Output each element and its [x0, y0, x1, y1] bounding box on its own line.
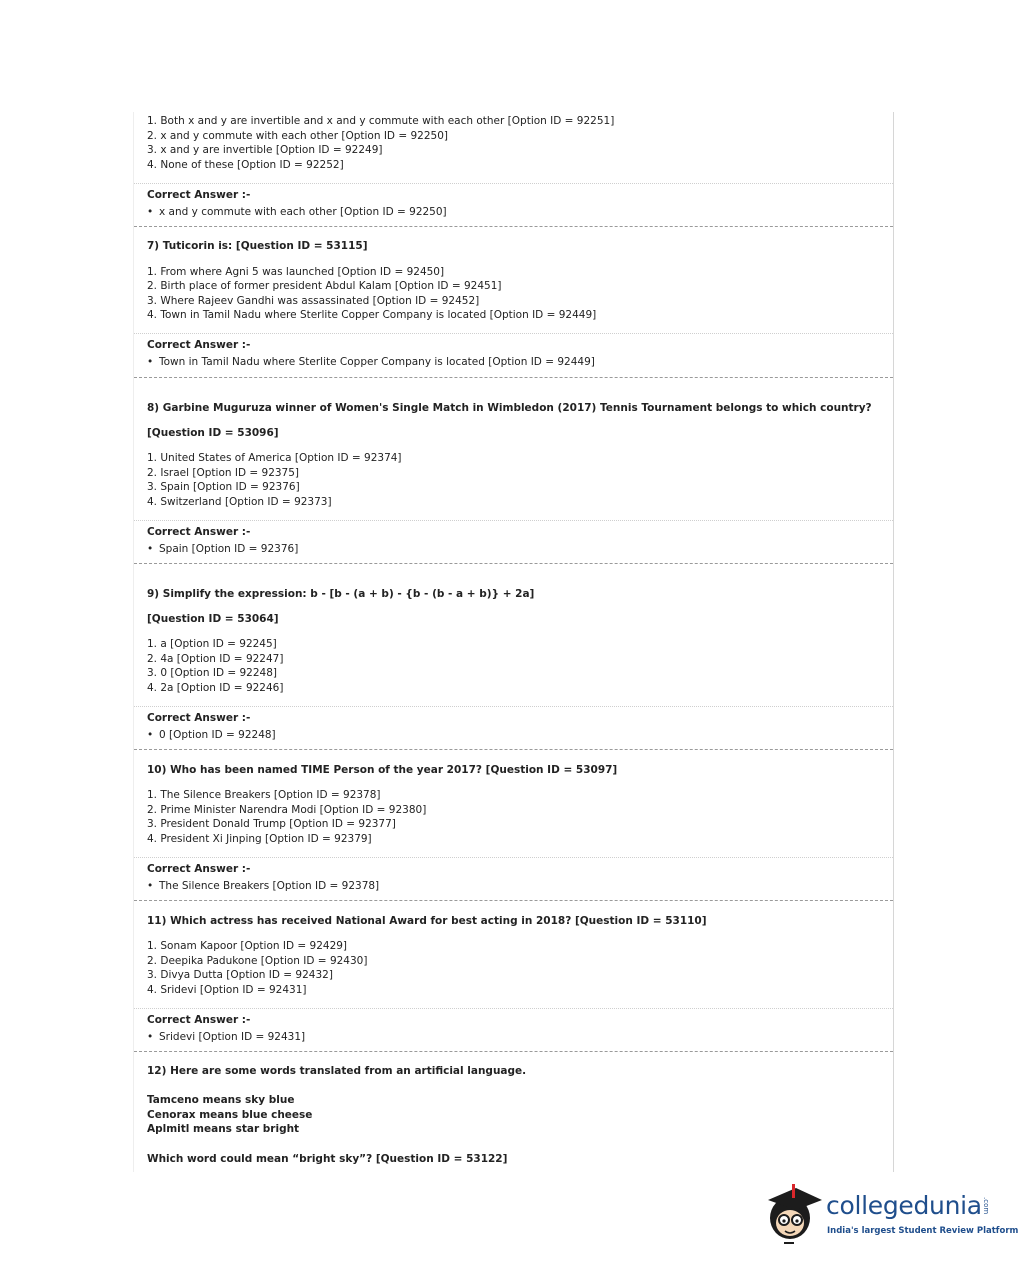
q11-answer-text: Sridevi [Option ID = 92431]: [159, 1031, 306, 1043]
q9-option-4: 4. 2a [Option ID = 92246]: [147, 682, 284, 694]
divider: [134, 183, 893, 184]
q10-answer-text: The Silence Breakers [Option ID = 92378]: [159, 880, 380, 892]
q10-option-3: 3. President Donald Trump [Option ID = 92377]: [147, 818, 396, 830]
q11-option-4: 4. Sridevi [Option ID = 92431]: [147, 984, 307, 996]
q10-option-1: 1. The Silence Breakers [Option ID = 92378]: [147, 789, 381, 801]
q9-option-2: 2. 4a [Option ID = 92247]: [147, 653, 284, 665]
q11-correct-answer: • Sridevi [Option ID = 92431]: [147, 1031, 306, 1043]
q8-answer-text: Spain [Option ID = 92376]: [159, 543, 299, 555]
q12-word-2: Cenorax means blue cheese: [147, 1109, 313, 1121]
question-paper: [133, 112, 894, 1172]
q12-question: Which word could mean “bright sky”? [Question ID = 53122]: [147, 1153, 508, 1165]
divider: [134, 333, 893, 334]
divider: [134, 520, 893, 521]
q7-answer-text: Town in Tamil Nadu where Sterlite Copper Company is located [Option ID = 92449]: [159, 356, 595, 368]
q8-title: 8) Garbine Muguruza winner of Women's Single Match in Wimbledon (2017) Tennis Tournament belongs to which country?: [147, 402, 872, 414]
q10-correct-answer: • The Silence Breakers [Option ID = 92378]: [147, 880, 380, 892]
q9-correct-label: Correct Answer :-: [147, 712, 251, 724]
q12-word-3: Aplmitl means star bright: [147, 1123, 300, 1135]
logo-domain: .com: [982, 1197, 990, 1215]
q9-option-3: 3. 0 [Option ID = 92248]: [147, 667, 278, 679]
divider: [134, 706, 893, 707]
q11-correct-label: Correct Answer :-: [147, 1014, 251, 1026]
question-separator: [134, 226, 893, 227]
q10-title: 10) Who has been named TIME Person of the year 2017? [Question ID = 53097]: [147, 764, 618, 776]
question-separator: [134, 749, 893, 750]
question-separator: [134, 1051, 893, 1052]
q12-title: 12) Here are some words translated from an artificial language.: [147, 1065, 527, 1077]
q9-option-1: 1. a [Option ID = 92245]: [147, 638, 277, 650]
q10-correct-label: Correct Answer :-: [147, 863, 251, 875]
q7-option-4: 4. Town in Tamil Nadu where Sterlite Copper Company is located [Option ID = 92449]: [147, 309, 597, 321]
q7-correct-label: Correct Answer :-: [147, 339, 251, 351]
q6-correct-label: Correct Answer :-: [147, 189, 251, 201]
q6-option-4: 4. None of these [Option ID = 92252]: [147, 159, 344, 171]
q12-word-1: Tamceno means sky blue: [147, 1094, 295, 1106]
question-separator: [134, 377, 893, 378]
logo-tagline: India's largest Student Review Platform: [827, 1226, 1019, 1236]
divider: [134, 857, 893, 858]
collegedunia-logo: [766, 1178, 1019, 1248]
q6-option-2: 2. x and y commute with each other [Option ID = 92250]: [147, 130, 448, 142]
q11-title: 11) Which actress has received National Award for best acting in 2018? [Question ID = 53110]: [147, 915, 707, 927]
q8-option-3: 3. Spain [Option ID = 92376]: [147, 481, 300, 493]
q7-correct-answer: • Town in Tamil Nadu where Sterlite Copper Company is located [Option ID = 92449]: [147, 356, 595, 368]
q8-correct-answer: • Spain [Option ID = 92376]: [147, 543, 299, 555]
q10-option-4: 4. President Xi Jinping [Option ID = 92379]: [147, 833, 372, 845]
q11-option-1: 1. Sonam Kapoor [Option ID = 92429]: [147, 940, 348, 952]
q9-question-id: [Question ID = 53064]: [147, 613, 279, 625]
q6-option-1: 1. Both x and y are invertible and x and y commute with each other [Option ID = 92251]: [147, 115, 615, 127]
q7-title: 7) Tuticorin is: [Question ID = 53115]: [147, 240, 368, 252]
q8-option-1: 1. United States of America [Option ID = 92374]: [147, 452, 402, 464]
q8-correct-label: Correct Answer :-: [147, 526, 251, 538]
divider: [134, 1008, 893, 1009]
question-separator: [134, 900, 893, 901]
q7-option-3: 3. Where Rajeev Gandhi was assassinated [Option ID = 92452]: [147, 295, 480, 307]
q11-option-2: 2. Deepika Padukone [Option ID = 92430]: [147, 955, 368, 967]
q8-option-4: 4. Switzerland [Option ID = 92373]: [147, 496, 332, 508]
logo-wordmark: collegedunia: [826, 1191, 982, 1220]
q9-correct-answer: • 0 [Option ID = 92248]: [147, 729, 276, 741]
mascot-icon: [766, 1178, 824, 1248]
q9-answer-text: 0 [Option ID = 92248]: [159, 729, 276, 741]
q6-correct-answer: • x and y commute with each other [Option ID = 92250]: [147, 206, 447, 218]
q9-title: 9) Simplify the expression: b - [b - (a + b) - {b - (b - a + b)} + 2a]: [147, 588, 535, 600]
q8-option-2: 2. Israel [Option ID = 92375]: [147, 467, 300, 479]
q6-answer-text: x and y commute with each other [Option ID = 92250]: [159, 206, 447, 218]
q6-option-3: 3. x and y are invertible [Option ID = 92249]: [147, 144, 383, 156]
q11-option-3: 3. Divya Dutta [Option ID = 92432]: [147, 969, 333, 981]
q7-option-2: 2. Birth place of former president Abdul Kalam [Option ID = 92451]: [147, 280, 502, 292]
question-separator: [134, 563, 893, 564]
q10-option-2: 2. Prime Minister Narendra Modi [Option ID = 92380]: [147, 804, 427, 816]
q8-question-id: [Question ID = 53096]: [147, 427, 279, 439]
q7-option-1: 1. From where Agni 5 was launched [Option ID = 92450]: [147, 266, 445, 278]
